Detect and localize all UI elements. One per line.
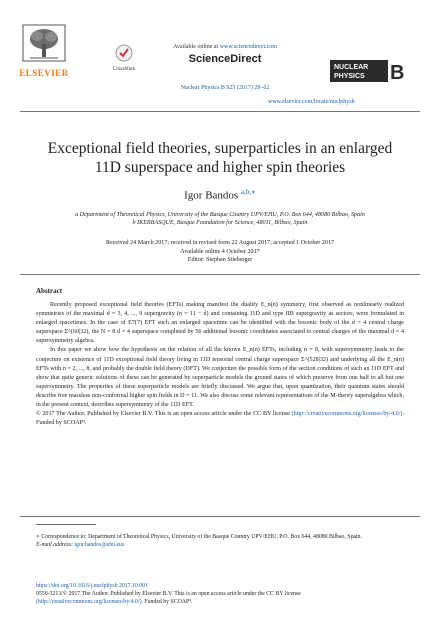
sciencedirect-wordmark: ScienceDirect — [188, 53, 262, 65]
email-label: E-mail address: — [36, 542, 75, 548]
received-dates: Received 24 March 2017; received in revised form 22 August 2017; accepted 1 October 2017 — [105, 240, 335, 246]
abstract-paragraph-2: In this paper we show how the hypothesis on the relation of all the known E_n(n) EFTs, including n = 8, with supersymmetry leads to the conjecture on existence of 11D exceptional field theory living in 11D tensorial central charge superspace Σ^(528|32) and underlying all the E_n(n) EFTs with n = 2, ..., 8, and probably the double field theory (DFT). We conjecture the possible form of the section conditions of such an 11D EFT and show that quite generic solutions of these can be generated by superparticle models the ground states of which preserve from one half to all but one supersymmetry. The properties of these superparticle models are briefly discussed. We argue that, upon quantization, their quantum states should describe free massless non-conformal higher spin fields in D = 11. We also discuss some relevant representations of the M-theory superalgebra which, in the present context, describes supersymmetry of the 11D EFT. — [36, 347, 404, 409]
title-line-2: 11D superspace and higher spin theories — [94, 159, 346, 176]
doi-link[interactable]: https://doi.org/10.1016/j.nuclphysb.2017.10.001 — [36, 583, 148, 589]
article-title — [30, 139, 410, 177]
email-line — [36, 541, 404, 549]
abstract-top-divider — [20, 274, 420, 275]
available-online-line — [150, 44, 300, 50]
editor-line: Editor: Stephan Stieberger — [187, 257, 253, 263]
affiliation-a: a Department of Theoretical Physics, University of the Basque Country UPV/EHU, P.O. Box 644, 48080 Bilbao, Spain — [75, 212, 365, 218]
title-line-1: Exceptional field theories, superparticles in an enlarged — [47, 140, 393, 157]
author-line — [100, 188, 340, 202]
header-divider — [20, 111, 420, 112]
elsevier-tree-icon — [22, 24, 66, 62]
available-online-date: Available online 4 October 2017 — [180, 248, 260, 255]
abstract-license — [36, 410, 404, 428]
bottom-license-link[interactable]: (http://creativecommons.org/licenses/by/4.0/) — [36, 599, 142, 605]
affiliations — [30, 211, 410, 227]
bottom-license-line — [36, 598, 404, 606]
sciencedirect-url[interactable]: www.sciencedirect.com — [219, 44, 277, 50]
journal-citation[interactable]: Nuclear Physics B 925 (2017) 28–62 — [180, 85, 270, 91]
abstract-paragraph-1: Recently proposed exceptional field theories (EFTs) making manifest the duality E_n(n) symmetry, first observed as nonlinearly realized symmetries of the maximal d = 3, 4, ..., 9 supergravity (n = 11 − d) and containing 11D and type IIB supergravity as sectors, were formulated in enlarged spacetimes. In the case of E7(7) EFT such an enlarged spacetime can be identified with the bosonic body of the d = 4 central charge superspace Σ^(60|32), the N = 8 d = 4 superspace completed by 56 additional bosonic coordinates associated to central charges of the maximal d = 4 supersymmetry algebra. — [36, 302, 405, 345]
bottom-license-end: . Funded by SCOAP³. — [141, 599, 193, 605]
elsevier-wordmark: ELSEVIER — [19, 68, 69, 78]
email-link[interactable]: igor.bandos@ehu.eus — [74, 542, 125, 548]
abstract-heading: Abstract — [36, 287, 63, 295]
available-prefix: Available online at — [173, 44, 220, 50]
author-marks[interactable]: a,b,∗ — [240, 188, 256, 196]
bottom-matter — [36, 582, 404, 606]
license-text: © 2017 The Author. Published by Elsevier B.V. This is an open access article under the CC BY license — [36, 411, 290, 418]
svg-text:NUCLEAR: NUCLEAR — [334, 64, 369, 71]
correspondence-text: ∗ Correspondence to: Department of Theoretical Physics, University of the Basque Country UPV/EHU, P.O. Box 644, 48080 Bilbao, Spain. — [36, 534, 363, 540]
license-end: . Funded by SCOAP³. — [36, 411, 404, 427]
license-link[interactable]: (http://creativecommons.org/licenses/by/4.0/) — [291, 411, 403, 418]
correspondence-footnote — [36, 533, 404, 549]
article-history — [30, 239, 410, 265]
nuclear-physics-b-logo — [330, 60, 410, 82]
author-name: Igor Bandos — [184, 189, 239, 202]
abstract-bottom-divider — [20, 516, 420, 517]
crossmark-badge[interactable] — [106, 44, 142, 72]
svg-text:B: B — [390, 62, 405, 82]
crossmark-icon — [115, 44, 133, 62]
issn-line: 0550-3213/© 2017 The Author. Published by Elsevier B.V. This is an open access article under the CC BY license — [36, 591, 301, 597]
crossmark-label: CrossMark — [112, 67, 136, 72]
abstract-body — [36, 301, 404, 428]
svg-text:PHYSICS: PHYSICS — [334, 73, 365, 80]
affiliation-b: b IKERBASQUE, Basque Foundation for Science, 48011, Bilbao, Spain — [132, 220, 308, 226]
journal-homepage-link[interactable]: www.elsevier.com/locate/nuclphysb — [268, 99, 355, 105]
footnote-divider — [36, 524, 96, 525]
header-center — [150, 44, 300, 65]
elsevier-logo — [14, 24, 74, 78]
